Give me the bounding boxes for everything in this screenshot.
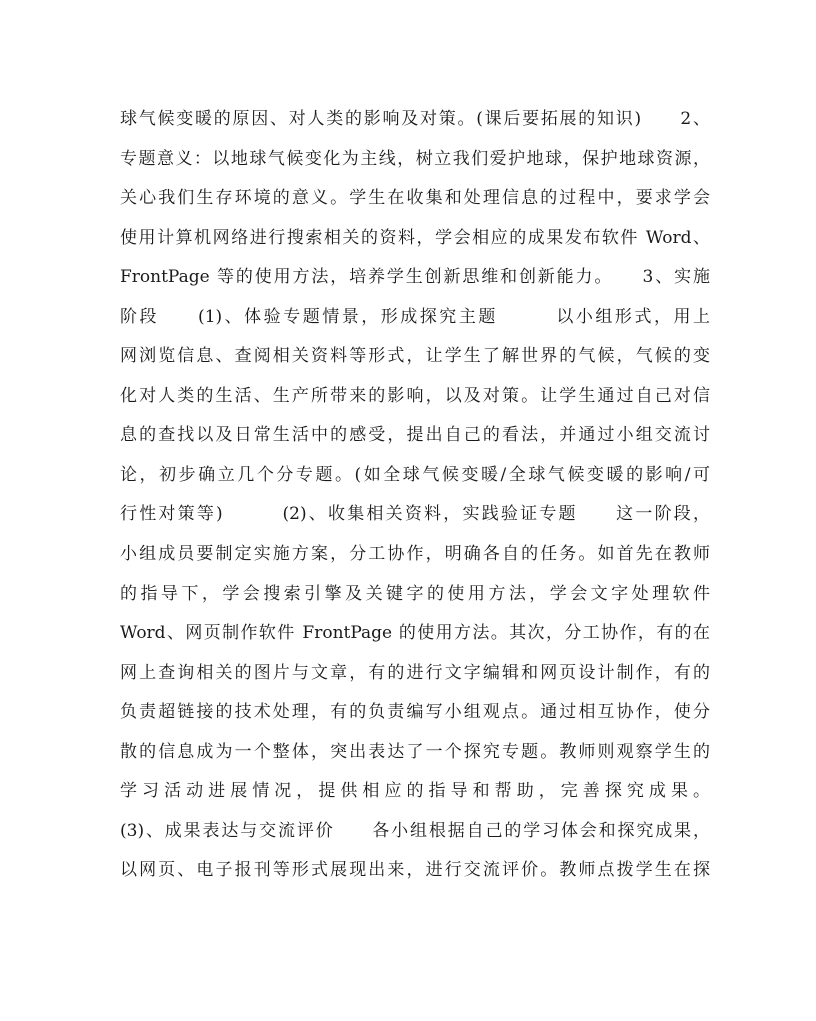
text-line: 行性对策等) (2)、收集相关资料，实践验证专题 这一阶段， [120, 504, 710, 525]
text-line: (3)、成果表达与交流评价 各小组根据自己的学习体会和探究成果， [120, 820, 710, 841]
text-line: 的指导下，学会搜索引擎及关键字的使用方法，学会文字处理软件 [120, 583, 710, 604]
text-line: 以网页、电子报刊等形式展现出来，进行交流评价。教师点拨学生在探 [120, 860, 710, 881]
text-line: 息的查找以及日常生活中的感受，提出自己的看法，并通过小组交流讨 [120, 425, 710, 446]
text-line: 阶段 (1)、体验专题情景，形成探究主题 以小组形式，用上 [120, 306, 710, 327]
text-line: 网上查询相关的图片与文章，有的进行文字编辑和网页设计制作，有的 [120, 662, 710, 683]
text-line: 化对人类的生活、生产所带来的影响，以及对策。让学生通过自己对信 [120, 385, 710, 406]
text-line: 专题意义：以地球气候变化为主线，树立我们爱护地球，保护地球资源， [120, 148, 710, 169]
text-line: Word、网页制作软件 FrontPage 的使用方法。其次，分工协作，有的在 [120, 623, 710, 644]
text-line: FrontPage 等的使用方法，培养学生创新思维和创新能力。 3、实施 [120, 267, 710, 288]
text-line: 散的信息成为一个整体，突出表达了一个探究专题。教师则观察学生的 [120, 741, 710, 762]
text-line: 论，初步确立几个分专题。(如全球气候变暖/全球气候变暖的影响/可 [120, 464, 710, 485]
text-line: 网浏览信息、查阅相关资料等形式，让学生了解世界的气候，气候的变 [120, 346, 710, 367]
text-line: 负责超链接的技术处理，有的负责编写小组观点。通过相互协作，使分 [120, 702, 710, 723]
text-line: 使用计算机网络进行搜索相关的资料，学会相应的成果发布软件 Word、 [120, 227, 710, 248]
text-line: 学习活动进展情况，提供相应的指导和帮助，完善探究成果。 [120, 781, 710, 802]
text-line: 小组成员要制定实施方案，分工协作，明确各自的任务。如首先在教师 [120, 544, 710, 565]
text-line: 关心我们生存环境的意义。学生在收集和处理信息的过程中，要求学会 [120, 188, 710, 209]
text-line: 球气候变暖的原因、对人类的影响及对策。(课后要拓展的知识) 2、 [120, 109, 710, 129]
body-text [120, 100, 710, 891]
